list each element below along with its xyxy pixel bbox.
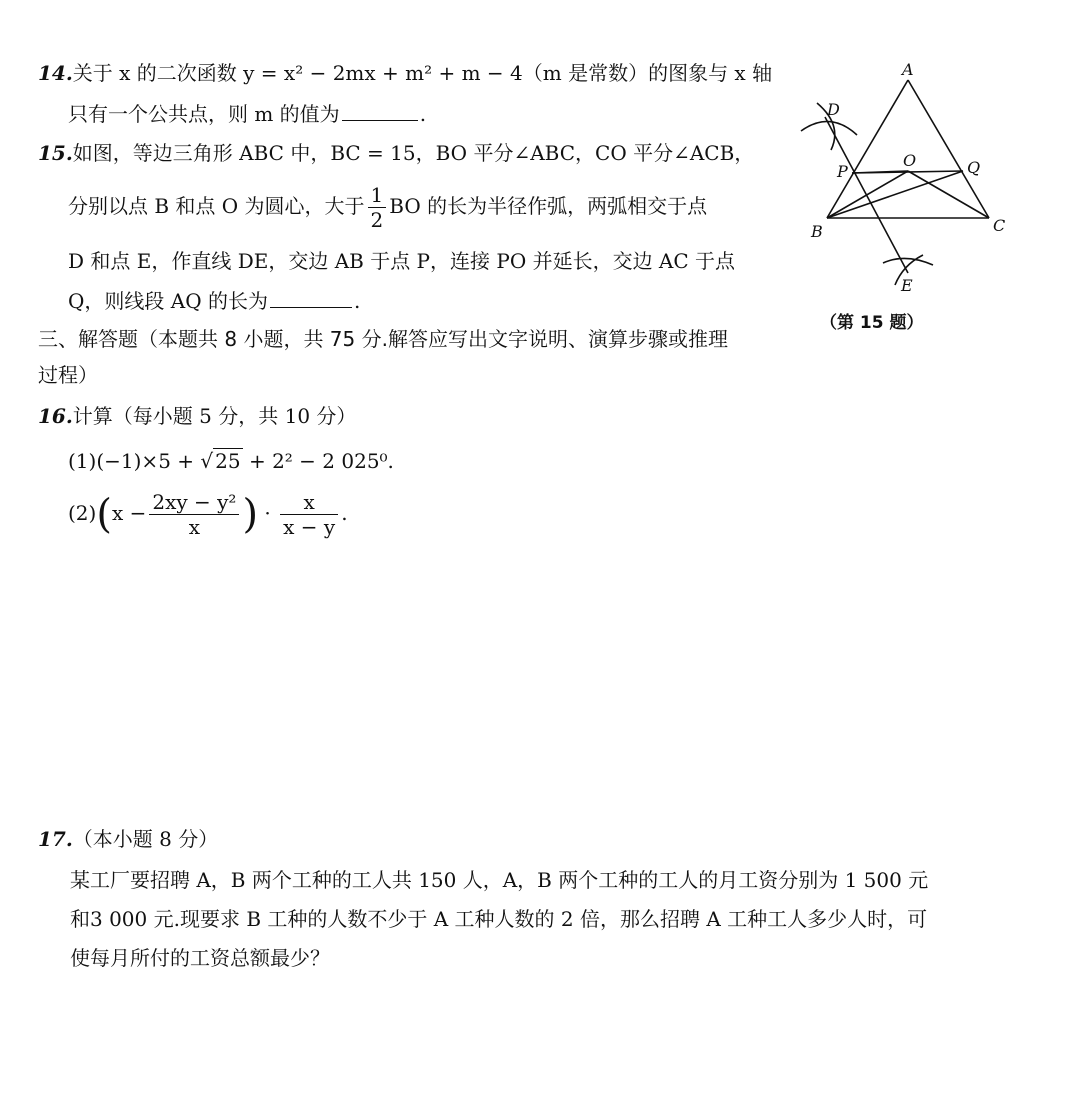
q15-text3: D 和点 E，作直线 DE，交边 AB 于点 P，连接 PO 并延长，交边 AC 于点: [68, 249, 736, 273]
q16-p2-num2: x: [280, 490, 338, 515]
q16-p1-a: (−1)×5 +: [96, 449, 201, 473]
q17-line1: 某工厂要招聘 A，B 两个工种的工人共 150 人，A，B 两个工种的工人的月工资分别为 1 500 元: [70, 868, 929, 892]
segment-co: [908, 171, 989, 218]
q16-p1-sqrt: 25: [215, 449, 241, 473]
q15-line2: [68, 180, 707, 232]
q17-title-line: [38, 826, 218, 852]
label-e: E: [901, 276, 913, 295]
q14-text1: 关于 x 的二次函数 y = x² − 2mx + m² + m − 4（m 是常数）的图象与 x 轴: [72, 61, 773, 85]
q16-p2-x: x −: [111, 501, 147, 525]
q15-fraction: [368, 183, 387, 232]
q14-line1: [38, 60, 772, 86]
q16-p1-b: + 2² − 2 025⁰.: [242, 449, 394, 473]
section3-line1: 三、解答题（本题共 8 小题，共 75 分.解答应写出文字说明、演算步骤或推理: [38, 327, 728, 351]
q15-period: .: [353, 289, 361, 313]
label-d: D: [827, 100, 840, 119]
label-p: P: [837, 162, 848, 181]
q17-line3: 使每月所付的工资总额最少？: [70, 946, 330, 970]
arc-e-1: [883, 258, 933, 265]
q16-p2-frac1: [149, 490, 239, 539]
q15-text2a: 分别以点 B 和点 O 为圆心，大于: [68, 194, 365, 218]
q15-text2b: BO 的长为半径作弧，两弧相交于点: [389, 194, 708, 218]
q15-text4: Q，则线段 AQ 的长为: [68, 289, 268, 313]
q16-p2-frac2: [280, 490, 338, 539]
q15-frac-num: 1: [368, 183, 387, 208]
q14-period: .: [419, 102, 427, 126]
q15-line1: [38, 140, 754, 166]
label-o: O: [903, 151, 917, 170]
q16-title-line: [38, 403, 356, 429]
q16-p1-label: (1): [68, 449, 97, 473]
label-q: Q: [967, 158, 981, 177]
label-b: B: [811, 222, 823, 241]
label-a: A: [902, 60, 914, 79]
side-ac: [908, 80, 989, 218]
q16-p2-dot: ·: [264, 501, 271, 525]
q16-p2-end: .: [341, 501, 348, 525]
figure-caption: （第 15 题）: [820, 313, 924, 333]
q16-number: 16.: [38, 404, 73, 428]
q15-number: 15.: [38, 141, 73, 165]
section3-line2: 过程）: [38, 363, 98, 387]
q16-part1: (1)(−1)×5 + √ 25 + 2² − 2 025⁰.: [68, 449, 394, 473]
q14-number: 14.: [38, 61, 73, 85]
q16-p2-den: x: [188, 515, 201, 539]
triangle-figure: [795, 55, 1020, 300]
right-paren: ): [242, 491, 259, 538]
q16-title: 计算（每小题 5 分，共 10 分）: [72, 404, 357, 428]
q14-line2: [68, 100, 426, 127]
left-paren: (: [96, 491, 112, 538]
q15-text1: 如图，等边三角形 ABC 中，BC = 15，BO 平分∠ABC，CO 平分∠ACB，: [72, 141, 755, 165]
q14-text2: 只有一个公共点，则 m 的值为: [68, 102, 340, 126]
q17-title: （本小题 8 分）: [72, 827, 219, 851]
q15-answer-blank[interactable]: [270, 287, 352, 308]
q14-answer-blank[interactable]: [342, 100, 418, 121]
q16-p2-den2: x − y: [283, 515, 336, 539]
q17-number: 17.: [38, 827, 73, 851]
q16-p2-label: (2): [68, 501, 97, 525]
q16-p2-num: 2xy − y²: [149, 490, 239, 515]
q15-line3: [68, 248, 735, 274]
q15-frac-den: 2: [370, 208, 384, 232]
q16-part2: [68, 485, 348, 541]
q17-line2: 和3 000 元.现要求 B 工种的人数不少于 A 工种人数的 2 倍，那么招聘 A 工种工人多少人时，可: [70, 907, 928, 931]
label-c: C: [993, 216, 1006, 235]
q15-line4: [68, 287, 360, 314]
